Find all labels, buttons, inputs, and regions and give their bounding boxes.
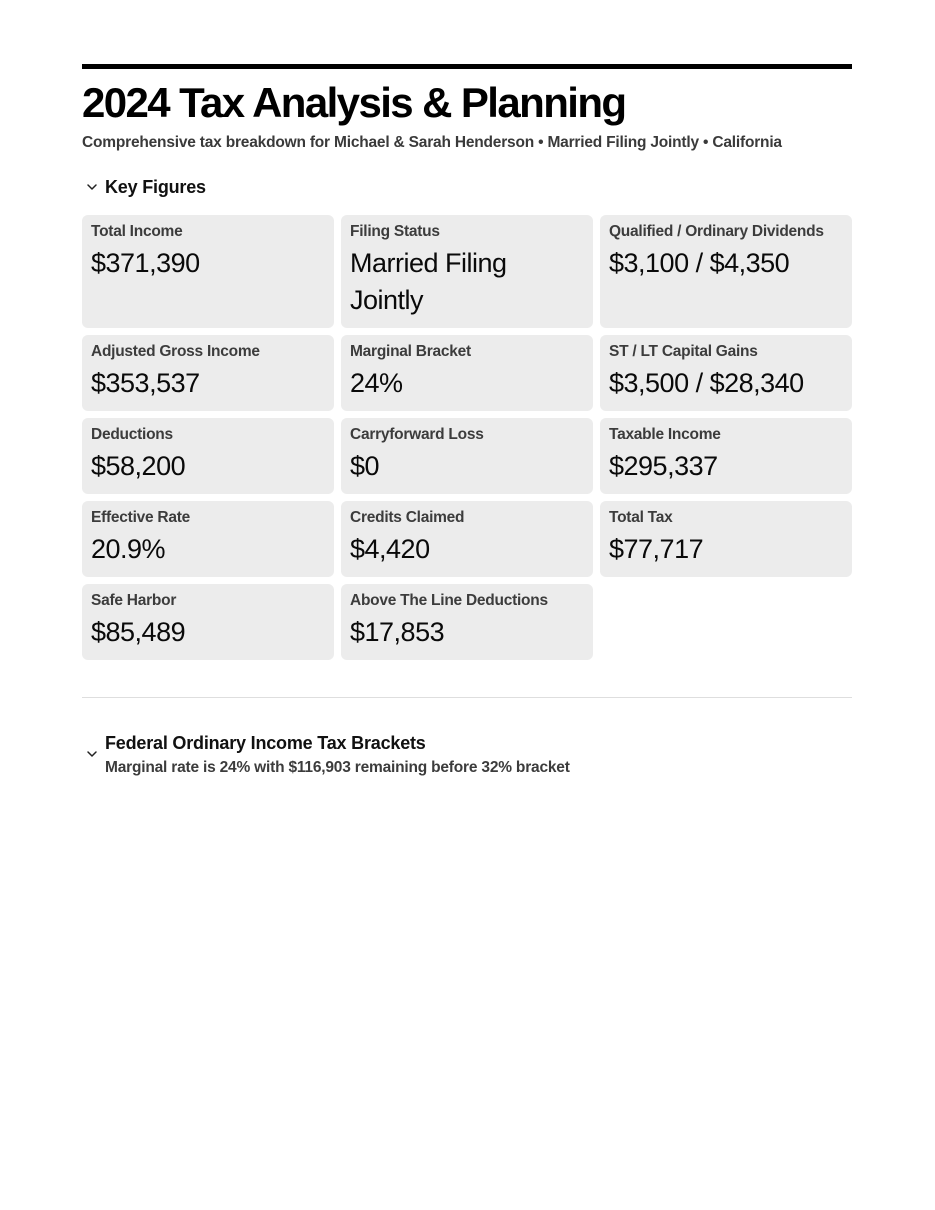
card-label: Qualified / Ordinary Dividends <box>609 223 824 240</box>
key-figures-title: Key Figures <box>105 176 206 197</box>
card-value: 24% <box>350 368 403 398</box>
card-safe-harbor <box>82 584 334 660</box>
chevron-down-icon <box>84 179 100 195</box>
page-subtitle: Comprehensive tax breakdown for Michael & Sarah Henderson • Married Filing Jointly • California <box>82 134 782 151</box>
card-dividends <box>600 215 852 328</box>
card-credits-claimed <box>341 501 593 577</box>
top-rule <box>82 64 852 69</box>
card-value: $4,420 <box>350 534 430 564</box>
card-label: Effective Rate <box>91 509 191 526</box>
card-marginal-bracket <box>341 335 593 411</box>
card-value: 20.9% <box>91 534 166 564</box>
card-value: Married Filing Jointly <box>350 248 507 315</box>
brackets-subtitle: Marginal rate is 24% with $116,903 remaining before 32% bracket <box>105 759 570 776</box>
card-deductions <box>82 418 334 494</box>
card-value: $17,853 <box>350 617 445 647</box>
card-capital-gains <box>600 335 852 411</box>
card-label: Marginal Bracket <box>350 343 471 360</box>
card-filing-status <box>341 215 593 328</box>
card-label: Total Tax <box>609 509 673 526</box>
card-taxable-income <box>600 418 852 494</box>
card-label: Filing Status <box>350 223 440 240</box>
brackets-header-text <box>105 732 570 778</box>
card-value: $58,200 <box>91 451 186 481</box>
chevron-down-icon <box>84 746 100 762</box>
card-label: Safe Harbor <box>91 592 177 609</box>
card-carryforward-loss <box>341 418 593 494</box>
card-agi <box>82 335 334 411</box>
card-value: $85,489 <box>91 617 186 647</box>
page-title: 2024 Tax Analysis & Planning <box>82 79 626 126</box>
report-content <box>82 64 852 778</box>
card-value: $353,537 <box>91 368 200 398</box>
card-value: $0 <box>350 451 380 481</box>
brackets-toggle[interactable] <box>82 732 852 778</box>
card-label: Deductions <box>91 426 173 443</box>
card-value: $3,500 / $28,340 <box>609 368 804 398</box>
key-figures-toggle[interactable] <box>82 175 852 199</box>
card-total-tax <box>600 501 852 577</box>
card-value: $77,717 <box>609 534 704 564</box>
card-value: $295,337 <box>609 451 718 481</box>
brackets-title: Federal Ordinary Income Tax Brackets <box>105 733 426 753</box>
card-label: Total Income <box>91 223 183 240</box>
card-label: Taxable Income <box>609 426 721 443</box>
card-total-income <box>82 215 334 328</box>
section-divider <box>82 697 852 698</box>
card-label: Carryforward Loss <box>350 426 484 443</box>
card-value: $3,100 / $4,350 <box>609 248 790 278</box>
card-value: $371,390 <box>91 248 200 278</box>
card-effective-rate <box>82 501 334 577</box>
card-label: Above The Line Deductions <box>350 592 548 609</box>
card-label: Adjusted Gross Income <box>91 343 260 360</box>
card-above-line-deductions <box>341 584 593 660</box>
card-label: Credits Claimed <box>350 509 465 526</box>
key-figures-grid <box>82 215 852 660</box>
card-label: ST / LT Capital Gains <box>609 343 758 360</box>
